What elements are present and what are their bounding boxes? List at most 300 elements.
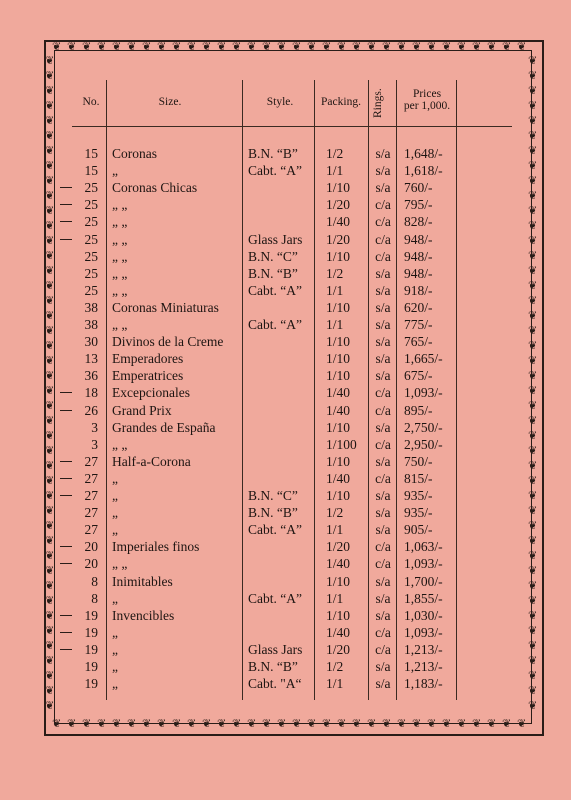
cell-rings: s/a	[375, 163, 391, 179]
table-row	[0, 333, 571, 350]
table-row	[0, 521, 571, 538]
cell-size: „ „	[112, 317, 128, 332]
border-ornament-icon: ❦	[528, 400, 538, 412]
border-ornament-icon: ❦	[52, 718, 62, 730]
cell-price: 1,093/-	[404, 556, 443, 572]
border-ornament-icon: ❦	[528, 535, 538, 547]
cell-packing: 1/10	[326, 248, 351, 264]
cell-packing: 1/100	[326, 436, 357, 452]
cell-no: 19	[84, 659, 98, 674]
border-ornament-icon: ❦	[517, 718, 527, 730]
cell-packing: 1/2	[326, 505, 344, 521]
cell-rings: c/a	[375, 197, 391, 213]
border-ornament-icon: ❦	[427, 41, 437, 53]
cell-no: 25	[84, 248, 98, 264]
cell-rings: s/a	[375, 180, 391, 196]
border-ornament-icon: ❦	[528, 370, 538, 382]
header-size: Size.	[158, 96, 182, 108]
border-ornament-icon: ❦	[528, 595, 538, 607]
border-ornament-icon: ❦	[262, 41, 272, 53]
cell-rings: s/a	[375, 659, 391, 674]
margin-tick-mark	[60, 392, 72, 393]
border-ornament-icon: ❦	[412, 718, 422, 730]
border-ornament-icon: ❦	[502, 41, 512, 53]
table-row	[0, 248, 571, 265]
border-ornament-icon: ❦	[82, 41, 92, 53]
border-ornament-icon: ❦	[528, 70, 538, 82]
cell-style: Cabt. “A”	[248, 590, 302, 606]
cell-size: Excepcionales	[112, 385, 190, 401]
border-ornament-icon: ❦	[472, 718, 482, 730]
cell-rings: s/a	[375, 334, 391, 350]
border-ornament-icon: ❦	[187, 41, 197, 53]
table-row	[0, 573, 571, 590]
cell-size: „	[112, 659, 118, 674]
cell-no: 18	[84, 385, 98, 401]
border-ornament-icon: ❦	[172, 718, 182, 730]
border-ornament-icon: ❦	[412, 41, 422, 53]
cell-price: 918/-	[404, 282, 433, 298]
cell-no: 8	[91, 590, 98, 606]
cell-rings: c/a	[375, 214, 391, 230]
header-style: Style.	[266, 96, 294, 108]
cell-packing: 1/10	[326, 368, 351, 384]
cell-packing: 1/1	[326, 522, 344, 538]
cell-price: 1,700/-	[404, 573, 443, 589]
table-row	[0, 436, 571, 453]
cell-rings: s/a	[375, 351, 391, 367]
border-ornament-icon: ❦	[292, 41, 302, 53]
border-ornament-icon: ❦	[45, 565, 55, 577]
cell-no: 25	[84, 231, 98, 247]
border-ornament-icon: ❦	[247, 41, 257, 53]
cell-rings: s/a	[375, 522, 391, 538]
margin-tick-mark	[60, 546, 72, 547]
border-ornament-icon: ❦	[528, 445, 538, 457]
border-ornament-icon: ❦	[45, 175, 55, 187]
cell-no: 25	[84, 282, 98, 298]
header-prices	[398, 88, 456, 112]
table-row	[0, 624, 571, 641]
cell-rings: s/a	[375, 299, 391, 315]
cell-style: B.N. “B”	[248, 505, 298, 521]
table-row	[0, 655, 571, 675]
border-ornament-icon: ❦	[528, 190, 538, 202]
border-ornament-icon: ❦	[277, 41, 287, 53]
cell-style: Glass Jars	[248, 231, 303, 247]
header-packing: Packing.	[321, 96, 361, 108]
cell-style: B.N. “B”	[248, 146, 298, 161]
border-ornament-icon: ❦	[67, 718, 77, 730]
border-ornament-icon: ❦	[427, 718, 437, 730]
cell-no: 19	[84, 676, 98, 692]
cell-packing: 1/10	[326, 180, 351, 196]
cell-packing: 1/10	[326, 573, 351, 589]
border-ornament-icon: ❦	[322, 41, 332, 53]
border-ornament-icon: ❦	[127, 41, 137, 53]
cell-packing: 1/10	[326, 299, 351, 315]
border-ornament-icon: ❦	[528, 505, 538, 517]
border-ornament-icon: ❦	[45, 475, 55, 487]
border-ornament-icon: ❦	[45, 625, 55, 637]
border-ornament-icon: ❦	[45, 580, 55, 592]
cell-rings: s/a	[375, 368, 391, 384]
border-ornament-icon: ❦	[307, 41, 317, 53]
cell-rings: s/a	[375, 590, 391, 606]
cell-packing: 1/10	[326, 453, 351, 469]
border-ornament-icon: ❦	[127, 718, 137, 730]
cell-style: B.N. “C”	[248, 248, 298, 264]
border-ornament-icon: ❦	[112, 718, 122, 730]
cell-rings: s/a	[375, 282, 391, 298]
border-ornament-icon: ❦	[45, 325, 55, 337]
border-ornament-icon: ❦	[45, 460, 55, 472]
border-ornament-icon: ❦	[45, 640, 55, 652]
header-no: No.	[82, 96, 100, 108]
cell-rings: c/a	[375, 470, 391, 486]
border-ornament-icon: ❦	[487, 41, 497, 53]
cell-size: „ „	[112, 197, 128, 213]
cell-style: B.N. “C”	[248, 488, 298, 503]
cell-style: B.N. “B”	[248, 265, 298, 281]
cell-no: 25	[84, 214, 98, 230]
cell-rings: s/a	[375, 317, 391, 332]
cell-rings: c/a	[375, 641, 391, 657]
cell-packing: 1/2	[326, 265, 344, 281]
cell-price: 2,750/-	[404, 419, 443, 435]
border-ornament-icon: ❦	[528, 325, 538, 337]
cell-rings: s/a	[375, 607, 391, 623]
cell-packing: 1/20	[326, 231, 351, 247]
cell-no: 15	[84, 146, 98, 161]
border-ornament-icon: ❦	[528, 490, 538, 502]
margin-tick-mark	[60, 478, 72, 479]
border-ornament-icon: ❦	[502, 718, 512, 730]
border-ornament-icon: ❦	[528, 175, 538, 187]
border-ornament-icon: ❦	[45, 265, 55, 277]
cell-packing: 1/20	[326, 539, 351, 555]
cell-price: 620/-	[404, 299, 433, 315]
cell-no: 20	[84, 539, 98, 555]
cell-price: 675/-	[404, 368, 433, 384]
border-ornament-icon: ❦	[382, 41, 392, 53]
border-ornament-icon: ❦	[45, 145, 55, 157]
cell-size: „	[112, 163, 118, 179]
border-ornament-icon: ❦	[457, 41, 467, 53]
border-ornament-icon: ❦	[367, 718, 377, 730]
header-prices-line2: per 1,000.	[403, 100, 451, 112]
cell-size: Half-a-Corona	[112, 453, 191, 469]
border-ornament-icon: ❦	[232, 41, 242, 53]
border-ornament-icon: ❦	[157, 41, 167, 53]
border-ornament-icon: ❦	[277, 718, 287, 730]
cell-price: 1,093/-	[404, 624, 443, 640]
border-ornament-icon: ❦	[528, 565, 538, 577]
header-underline	[72, 126, 512, 127]
border-ornament-icon: ❦	[442, 718, 452, 730]
border-ornament-icon: ❦	[97, 41, 107, 53]
table-row	[0, 555, 571, 572]
cell-style: Cabt. "A“	[248, 676, 302, 692]
cell-packing: 1/1	[326, 317, 344, 332]
border-ornament-icon: ❦	[528, 85, 538, 97]
cell-packing: 1/40	[326, 385, 351, 401]
cell-size: Emperatrices	[112, 368, 184, 384]
border-ornament-icon: ❦	[45, 505, 55, 517]
cell-packing: 1/40	[326, 214, 351, 230]
cell-rings: c/a	[375, 402, 391, 418]
border-ornament-icon: ❦	[232, 718, 242, 730]
cell-packing: 1/2	[326, 146, 344, 161]
border-ornament-icon: ❦	[45, 280, 55, 292]
border-ornament-icon: ❦	[337, 718, 347, 730]
border-ornament-icon: ❦	[528, 670, 538, 682]
cell-packing: 1/10	[326, 607, 351, 623]
border-ornament-icon: ❦	[528, 160, 538, 172]
border-ornament-icon: ❦	[528, 340, 538, 352]
cell-no: 8	[91, 573, 98, 589]
cell-size: „	[112, 505, 118, 521]
cell-packing: 1/20	[326, 197, 351, 213]
cell-price: 948/-	[404, 248, 433, 264]
border-ornament-icon: ❦	[97, 718, 107, 730]
cell-price: 2,950/-	[404, 436, 443, 452]
cell-no: 19	[84, 641, 98, 657]
cell-rings: c/a	[375, 539, 391, 555]
border-ornament-icon: ❦	[528, 280, 538, 292]
cell-no: 27	[84, 522, 98, 538]
border-ornament-icon: ❦	[517, 41, 527, 53]
border-ornament-icon: ❦	[202, 718, 212, 730]
border-ornament-icon: ❦	[292, 718, 302, 730]
cell-size: „	[112, 488, 118, 503]
cell-size: Emperadores	[112, 351, 184, 367]
cell-rings: c/a	[375, 436, 391, 452]
cell-no: 27	[84, 505, 98, 521]
table-row	[0, 590, 571, 607]
border-ornament-icon: ❦	[67, 41, 77, 53]
border-ornament-icon: ❦	[45, 550, 55, 562]
border-ornament-icon: ❦	[45, 235, 55, 247]
table-row	[0, 504, 571, 521]
cell-rings: s/a	[375, 419, 391, 435]
table-row	[0, 162, 571, 179]
table-row	[0, 282, 571, 299]
cell-no: 19	[84, 624, 98, 640]
cell-size: „	[112, 470, 118, 486]
border-ornament-icon: ❦	[45, 160, 55, 172]
header-rings: Rings.	[372, 88, 384, 118]
border-ornament-icon: ❦	[45, 370, 55, 382]
cell-size: „ „	[112, 231, 128, 247]
cell-price: 1,093/-	[404, 385, 443, 401]
cell-rings: c/a	[375, 248, 391, 264]
border-ornament-icon: ❦	[528, 145, 538, 157]
cell-rings: s/a	[375, 488, 391, 503]
border-ornament-icon: ❦	[528, 475, 538, 487]
border-ornament-icon: ❦	[45, 340, 55, 352]
margin-tick-mark	[60, 461, 72, 462]
cell-size: „ „	[112, 282, 128, 298]
table-row	[0, 535, 571, 555]
cell-price: 1,213/-	[404, 659, 443, 674]
cell-no: 13	[84, 351, 98, 367]
cell-rings: c/a	[375, 556, 391, 572]
border-ornament-icon: ❦	[487, 718, 497, 730]
cell-price: 905/-	[404, 522, 433, 538]
cell-packing: 1/40	[326, 556, 351, 572]
table-row	[0, 453, 571, 470]
border-ornament-icon: ❦	[247, 718, 257, 730]
table-row	[0, 402, 571, 419]
border-ornament-icon: ❦	[528, 100, 538, 112]
cell-size: „ „	[112, 214, 128, 230]
cell-price: 795/-	[404, 197, 433, 213]
border-ornament-icon: ❦	[352, 718, 362, 730]
cell-no: 25	[84, 180, 98, 196]
border-ornament-icon: ❦	[142, 718, 152, 730]
margin-tick-mark	[60, 649, 72, 650]
border-ornament-icon: ❦	[337, 41, 347, 53]
border-ornament-icon: ❦	[528, 550, 538, 562]
cell-size: „ „	[112, 436, 128, 452]
cell-rings: s/a	[375, 265, 391, 281]
margin-tick-mark	[60, 615, 72, 616]
border-ornament-icon: ❦	[528, 55, 538, 67]
cell-packing: 1/1	[326, 676, 344, 692]
border-ornament-icon: ❦	[45, 295, 55, 307]
border-ornament-icon: ❦	[45, 115, 55, 127]
cell-price: 948/-	[404, 265, 433, 281]
border-ornament-icon: ❦	[528, 115, 538, 127]
cell-rings: s/a	[375, 676, 391, 692]
border-ornament-icon: ❦	[262, 718, 272, 730]
border-ornament-icon: ❦	[82, 718, 92, 730]
border-ornament-icon: ❦	[528, 655, 538, 667]
margin-tick-mark	[60, 221, 72, 222]
border-ornament-icon: ❦	[457, 718, 467, 730]
cell-price: 1,213/-	[404, 641, 443, 657]
border-ornament-icon: ❦	[528, 265, 538, 277]
border-ornament-icon: ❦	[352, 41, 362, 53]
cell-price: 765/-	[404, 334, 433, 350]
border-ornament-icon: ❦	[45, 400, 55, 412]
header-prices-line1: Prices	[412, 88, 442, 100]
table-row	[0, 487, 571, 504]
cell-price: 750/-	[404, 453, 433, 469]
cell-no: 20	[84, 556, 98, 572]
border-ornament-icon: ❦	[112, 41, 122, 53]
border-ornament-icon: ❦	[528, 250, 538, 262]
cell-packing: 1/1	[326, 282, 344, 298]
cell-price: 775/-	[404, 317, 433, 332]
cell-style: Cabt. “A”	[248, 163, 302, 179]
cell-no: 19	[84, 607, 98, 623]
cell-no: 38	[84, 299, 98, 315]
table-row	[0, 213, 571, 230]
border-ornament-icon: ❦	[45, 85, 55, 97]
table-row	[0, 675, 571, 692]
cell-style: B.N. “B”	[248, 659, 298, 674]
table-row	[0, 470, 571, 487]
cell-price: 1,855/-	[404, 590, 443, 606]
border-ornament-icon: ❦	[45, 655, 55, 667]
cell-size: „	[112, 590, 118, 606]
border-ornament-icon: ❦	[45, 490, 55, 502]
cell-size: „	[112, 522, 118, 538]
cell-price: 1,648/-	[404, 146, 443, 161]
cell-size: Inimitables	[112, 573, 173, 589]
border-ornament-icon: ❦	[382, 718, 392, 730]
border-ornament-icon: ❦	[367, 41, 377, 53]
border-ornament-icon: ❦	[397, 718, 407, 730]
cell-size: „	[112, 641, 118, 657]
border-ornament-icon: ❦	[45, 610, 55, 622]
border-ornament-icon: ❦	[528, 310, 538, 322]
margin-tick-mark	[60, 204, 72, 205]
border-ornament-icon: ❦	[528, 235, 538, 247]
border-ornament-icon: ❦	[45, 535, 55, 547]
border-ornament-icon: ❦	[528, 640, 538, 652]
cell-packing: 1/20	[326, 641, 351, 657]
table-row	[0, 316, 571, 333]
cell-no: 3	[91, 436, 98, 452]
border-ornament-icon: ❦	[528, 685, 538, 697]
border-ornament-icon: ❦	[528, 220, 538, 232]
margin-tick-mark	[60, 563, 72, 564]
border-ornament-icon: ❦	[45, 670, 55, 682]
border-ornament-icon: ❦	[528, 460, 538, 472]
border-ornament-icon: ❦	[45, 100, 55, 112]
border-ornament-icon: ❦	[528, 205, 538, 217]
border-ornament-icon: ❦	[45, 130, 55, 142]
table-row	[0, 607, 571, 624]
cell-rings: c/a	[375, 231, 391, 247]
cell-style: Cabt. “A”	[248, 317, 302, 332]
margin-tick-mark	[60, 187, 72, 188]
border-ornament-icon: ❦	[45, 415, 55, 427]
cell-packing: 1/10	[326, 334, 351, 350]
border-ornament-icon: ❦	[528, 625, 538, 637]
border-ornament-icon: ❦	[528, 520, 538, 532]
cell-packing: 1/2	[326, 659, 344, 674]
border-ornament-icon: ❦	[45, 685, 55, 697]
table-row	[0, 231, 571, 248]
border-ornament-icon: ❦	[528, 610, 538, 622]
border-ornament-icon: ❦	[187, 718, 197, 730]
cell-size: „ „	[112, 556, 128, 572]
cell-rings: s/a	[375, 453, 391, 469]
border-ornament-icon: ❦	[45, 250, 55, 262]
cell-size: „ „	[112, 265, 128, 281]
cell-rings: s/a	[375, 146, 391, 161]
cell-price: 1,183/-	[404, 676, 443, 692]
cell-no: 25	[84, 265, 98, 281]
margin-tick-mark	[60, 632, 72, 633]
border-ornament-icon: ❦	[528, 580, 538, 592]
cell-size: Divinos de la Creme	[112, 334, 224, 350]
border-ornament-icon: ❦	[45, 205, 55, 217]
cell-size: Grand Prix	[112, 402, 172, 418]
border-ornament-icon: ❦	[45, 520, 55, 532]
cell-packing: 1/40	[326, 624, 351, 640]
cell-rings: s/a	[375, 573, 391, 589]
cell-no: 25	[84, 197, 98, 213]
cell-no: 38	[84, 317, 98, 332]
cell-size: Coronas Miniaturas	[112, 299, 219, 315]
cell-no: 27	[84, 488, 98, 503]
table-row	[0, 299, 571, 316]
